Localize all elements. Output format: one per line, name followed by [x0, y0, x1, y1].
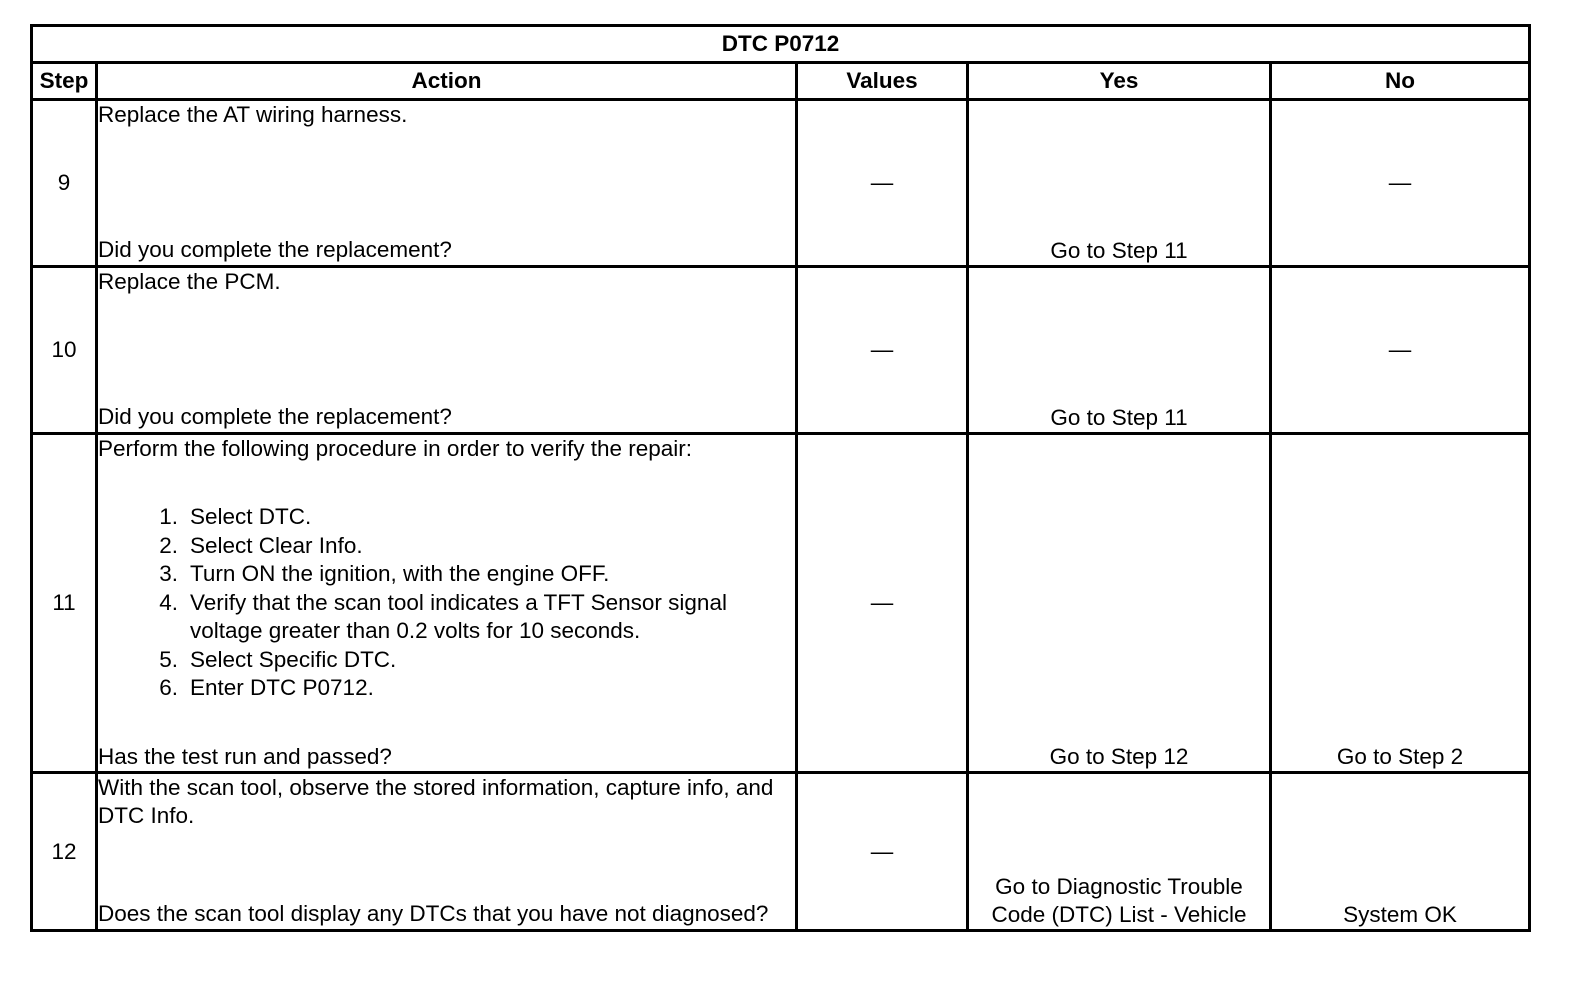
- step-number: 12: [32, 773, 97, 931]
- no-cell: —: [1271, 267, 1530, 434]
- list-item: [98, 646, 795, 675]
- header-yes: Yes: [968, 63, 1271, 100]
- action-question: Has the test run and passed?: [98, 743, 392, 769]
- list-number: 4.: [159, 589, 178, 615]
- list-text: Select Clear Info.: [190, 532, 363, 558]
- list-text: Turn ON the ignition, with the engine OFF.: [190, 561, 610, 586]
- list-text: Verify that the scan tool indicates a TFT Sensor signal voltage greater than 0.2 volts for 10 seconds.: [190, 589, 727, 643]
- action-cell: [97, 267, 797, 434]
- list-number: 2.: [159, 532, 178, 558]
- values-cell: —: [797, 773, 968, 931]
- values-cell: —: [797, 267, 968, 434]
- action-cell: [97, 434, 797, 773]
- yes-cell: Go to Diagnostic Trouble Code (DTC) List - Vehicle: [968, 773, 1271, 931]
- list-number: 6.: [159, 675, 178, 700]
- dtc-table: [30, 24, 1531, 932]
- yes-cell: Go to Step 11: [968, 100, 1271, 267]
- yes-cell: Go to Step 12: [968, 434, 1271, 773]
- no-cell: —: [1271, 100, 1530, 267]
- action-cell: [97, 100, 797, 267]
- step-number: 11: [32, 434, 97, 773]
- table-title-row: [32, 26, 1530, 63]
- action-instruction: Replace the PCM.: [98, 269, 281, 294]
- action-cell: [97, 773, 797, 931]
- table-row: [32, 267, 1530, 434]
- list-item: [98, 532, 795, 561]
- action-instruction: Perform the following procedure in order to verify the repair:: [98, 436, 693, 461]
- no-cell: System OK: [1271, 773, 1530, 931]
- table-title: DTC P0712: [32, 26, 1530, 63]
- action-instruction: Replace the AT wiring harness.: [98, 102, 408, 127]
- list-text: Select Specific DTC.: [190, 646, 397, 672]
- step-number: 10: [32, 267, 97, 434]
- list-item: [98, 503, 795, 532]
- action-question: Does the scan tool display any DTCs that you have not diagnosed?: [98, 901, 769, 926]
- header-row: [32, 63, 1530, 100]
- header-action: Action: [97, 63, 797, 100]
- list-item: [98, 589, 795, 646]
- values-cell: —: [797, 100, 968, 267]
- table-row: [32, 773, 1530, 931]
- no-cell: Go to Step 2: [1271, 434, 1530, 773]
- list-text: Enter DTC P0712.: [190, 675, 374, 700]
- action-question: Did you complete the replacement?: [98, 237, 452, 262]
- table-row: [32, 100, 1530, 267]
- list-number: 5.: [159, 646, 178, 672]
- list-item: [98, 674, 795, 703]
- header-no: No: [1271, 63, 1530, 100]
- table-row: [32, 434, 1530, 773]
- list-number: 1.: [159, 504, 178, 529]
- procedure-list: [98, 503, 795, 703]
- header-values: Values: [797, 63, 968, 100]
- header-step: Step: [32, 63, 97, 100]
- yes-cell: Go to Step 11: [968, 267, 1271, 434]
- step-number: 9: [32, 100, 97, 267]
- action-question: Did you complete the replacement?: [98, 404, 452, 429]
- list-item: [98, 560, 795, 589]
- action-instruction: With the scan tool, observe the stored information, capture info, and DTC Info.: [98, 775, 774, 828]
- list-text: Select DTC.: [190, 504, 312, 529]
- list-number: 3.: [159, 561, 178, 586]
- values-cell: —: [797, 434, 968, 773]
